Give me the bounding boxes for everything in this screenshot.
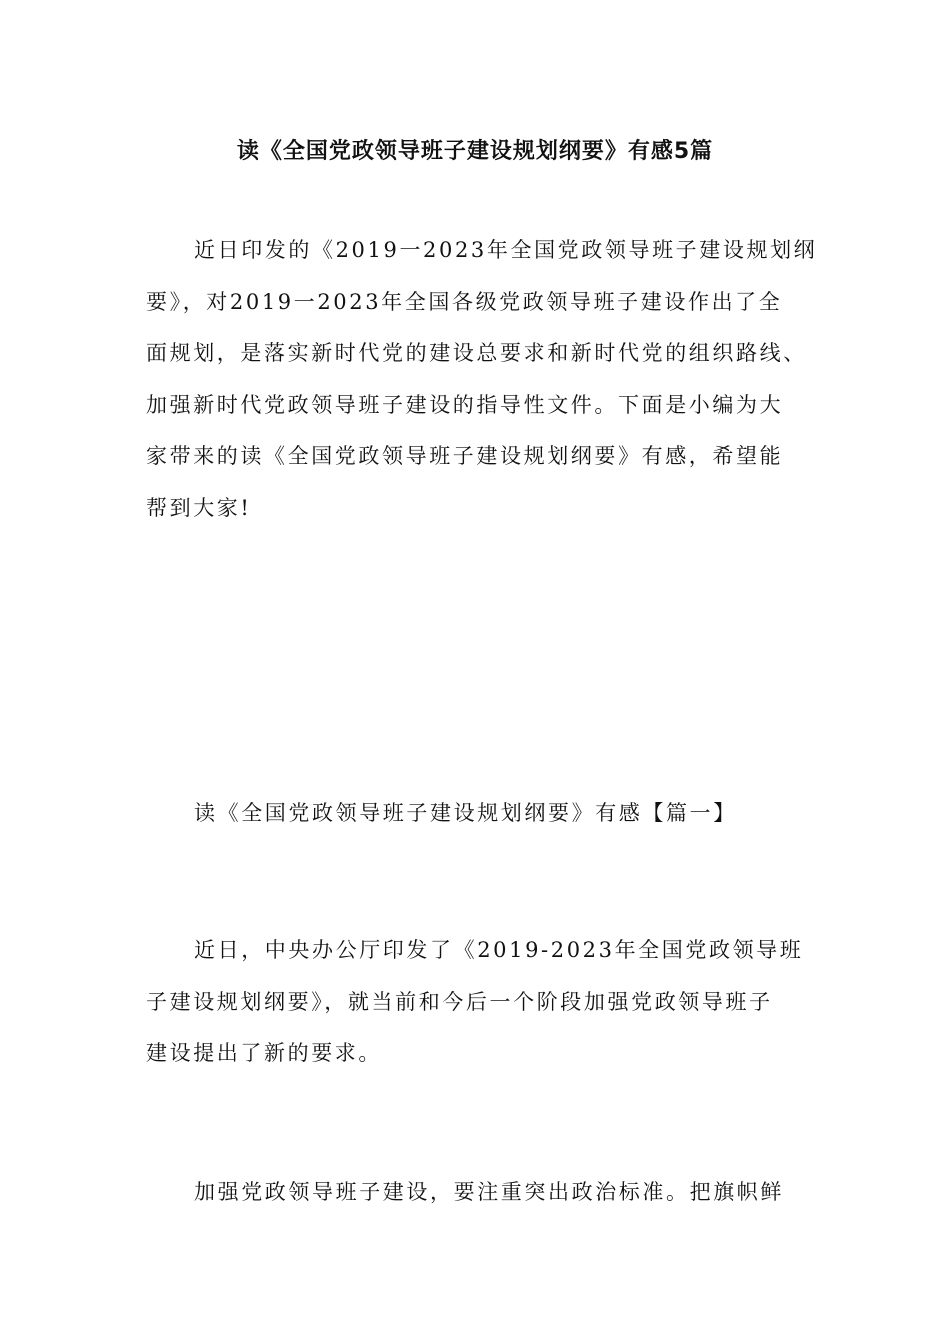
section-heading-text: 读《全国党政领导班子建设规划纲要》有感【篇一】 [194, 801, 737, 825]
intro-line: 面规划，是落实新时代党的建设总要求和新时代党的组织路线、 [146, 341, 807, 365]
intro-line: 要》，对2019一2023年全国各级党政领导班子建设作出了全 [146, 289, 783, 314]
document-title: 读《全国党政领导班子建设规划纲要》有感5篇 [236, 139, 714, 164]
intro-paragraph [146, 225, 818, 534]
paragraph-line: 加强党政领导班子建设，要注重突出政治标准。把旗帜鲜 [194, 1180, 784, 1204]
body-paragraph-1 [146, 925, 806, 1080]
paragraph-line: 近日，中央办公厅印发了《2019-2023年全国党政领导班 [194, 938, 804, 962]
section-heading [146, 788, 806, 840]
intro-line: 近日印发的《2019一2023年全国党政领导班子建设规划纲 [194, 238, 818, 262]
intro-line: 加强新时代党政领导班子建设的指导性文件。下面是小编为大 [146, 392, 784, 417]
paragraph-line: 子建设规划纲要》，就当前和今后一个阶段加强党政领导班子 [146, 989, 773, 1014]
paragraph-line: 建设提出了新的要求。 [146, 1041, 382, 1065]
intro-line: 帮到大家! [146, 495, 252, 520]
intro-line: 家带来的读《全国党政领导班子建设规划纲要》有感，希望能 [146, 444, 784, 468]
body-paragraph-2 [146, 1167, 806, 1219]
